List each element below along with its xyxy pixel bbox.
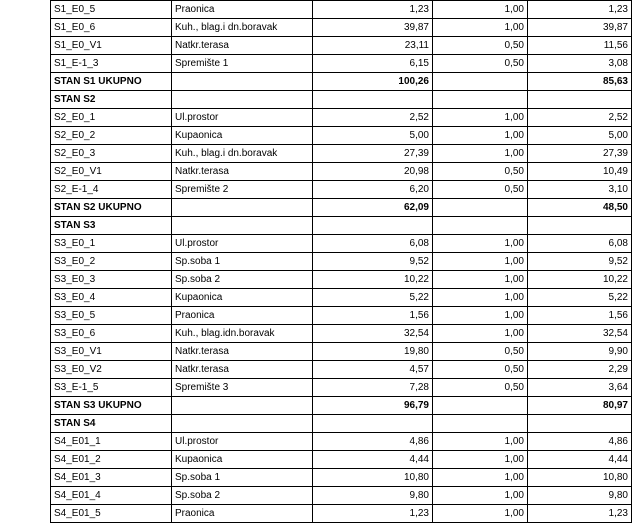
area-cell: 32,54 xyxy=(313,325,433,343)
coefficient-cell: 1,00 xyxy=(433,505,528,523)
room-code-cell: STAN S3 UKUPNO xyxy=(51,397,172,415)
area-cell xyxy=(313,415,433,433)
room-name-cell xyxy=(172,91,313,109)
room-code-cell: S2_E0_V1 xyxy=(51,163,172,181)
coefficient-cell xyxy=(433,199,528,217)
room-name-cell: Sp.soba 2 xyxy=(172,487,313,505)
room-code-cell: S3_E0_4 xyxy=(51,289,172,307)
room-code-cell: S4_E01_2 xyxy=(51,451,172,469)
coefficient-cell: 1,00 xyxy=(433,145,528,163)
area-cell: 1,56 xyxy=(313,307,433,325)
room-name-cell: Ul.prostor xyxy=(172,235,313,253)
room-code-cell: S4_E01_3 xyxy=(51,469,172,487)
weighted-area-cell: 85,63 xyxy=(528,73,632,91)
table-row xyxy=(51,361,632,379)
table-row xyxy=(51,163,632,181)
coefficient-cell: 1,00 xyxy=(433,325,528,343)
table-row xyxy=(51,127,632,145)
room-code-cell: STAN S1 UKUPNO xyxy=(51,73,172,91)
table-row xyxy=(51,271,632,289)
section-header-row xyxy=(51,217,632,235)
table-row xyxy=(51,1,632,19)
coefficient-cell xyxy=(433,73,528,91)
table-row xyxy=(51,37,632,55)
room-name-cell xyxy=(172,199,313,217)
area-cell: 23,11 xyxy=(313,37,433,55)
area-cell: 7,28 xyxy=(313,379,433,397)
coefficient-cell: 1,00 xyxy=(433,307,528,325)
coefficient-cell: 1,00 xyxy=(433,1,528,19)
room-name-cell: Ul.prostor xyxy=(172,109,313,127)
room-name-cell: Kuh., blag.i dn.boravak xyxy=(172,145,313,163)
room-name-cell: Kuh., blag.i dn.boravak xyxy=(172,19,313,37)
room-name-cell: Sp.soba 1 xyxy=(172,469,313,487)
room-code-cell: S1_E0_V1 xyxy=(51,37,172,55)
weighted-area-cell: 1,23 xyxy=(528,505,632,523)
area-cell: 6,15 xyxy=(313,55,433,73)
coefficient-cell: 0,50 xyxy=(433,163,528,181)
room-name-cell: Kupaonica xyxy=(172,127,313,145)
room-code-cell: S3_E-1_5 xyxy=(51,379,172,397)
table-row xyxy=(51,505,632,523)
coefficient-cell: 1,00 xyxy=(433,451,528,469)
room-name-cell: Sp.soba 1 xyxy=(172,253,313,271)
weighted-area-cell xyxy=(528,91,632,109)
room-code-cell: S1_E-1_3 xyxy=(51,55,172,73)
weighted-area-cell: 2,29 xyxy=(528,361,632,379)
room-code-cell: S2_E-1_4 xyxy=(51,181,172,199)
weighted-area-cell: 1,23 xyxy=(528,1,632,19)
table-row xyxy=(51,325,632,343)
area-cell: 9,80 xyxy=(313,487,433,505)
weighted-area-cell: 10,80 xyxy=(528,469,632,487)
room-code-cell: S3_E0_1 xyxy=(51,235,172,253)
section-header-row xyxy=(51,91,632,109)
room-code-cell: S2_E0_2 xyxy=(51,127,172,145)
weighted-area-cell: 2,52 xyxy=(528,109,632,127)
room-name-cell: Praonica xyxy=(172,307,313,325)
weighted-area-cell: 11,56 xyxy=(528,37,632,55)
area-cell: 96,79 xyxy=(313,397,433,415)
area-cell xyxy=(313,217,433,235)
coefficient-cell: 1,00 xyxy=(433,127,528,145)
room-code-cell: S1_E0_6 xyxy=(51,19,172,37)
room-name-cell: Spremište 3 xyxy=(172,379,313,397)
room-code-cell: S4_E01_1 xyxy=(51,433,172,451)
table-row xyxy=(51,469,632,487)
weighted-area-cell: 5,00 xyxy=(528,127,632,145)
weighted-area-cell: 3,64 xyxy=(528,379,632,397)
area-cell: 4,86 xyxy=(313,433,433,451)
coefficient-cell: 1,00 xyxy=(433,289,528,307)
weighted-area-cell: 9,90 xyxy=(528,343,632,361)
area-cell: 2,52 xyxy=(313,109,433,127)
coefficient-cell: 1,00 xyxy=(433,271,528,289)
room-code-cell: S4_E01_4 xyxy=(51,487,172,505)
room-code-cell: S2_E0_3 xyxy=(51,145,172,163)
table-row xyxy=(51,19,632,37)
area-table xyxy=(50,0,632,523)
area-cell: 19,80 xyxy=(313,343,433,361)
room-code-cell: S3_E0_V2 xyxy=(51,361,172,379)
room-name-cell: Natkr.terasa xyxy=(172,37,313,55)
room-code-cell: S2_E0_1 xyxy=(51,109,172,127)
area-cell: 10,80 xyxy=(313,469,433,487)
room-code-cell: S1_E0_5 xyxy=(51,1,172,19)
weighted-area-cell: 9,80 xyxy=(528,487,632,505)
coefficient-cell xyxy=(433,91,528,109)
area-cell: 27,39 xyxy=(313,145,433,163)
total-row xyxy=(51,73,632,91)
coefficient-cell: 1,00 xyxy=(433,235,528,253)
weighted-area-cell: 10,22 xyxy=(528,271,632,289)
coefficient-cell: 0,50 xyxy=(433,361,528,379)
room-name-cell: Ul.prostor xyxy=(172,433,313,451)
area-cell: 5,00 xyxy=(313,127,433,145)
room-name-cell: Kupaonica xyxy=(172,451,313,469)
room-name-cell xyxy=(172,73,313,91)
area-cell: 1,23 xyxy=(313,1,433,19)
room-name-cell: Natkr.terasa xyxy=(172,361,313,379)
total-row xyxy=(51,397,632,415)
weighted-area-cell: 4,44 xyxy=(528,451,632,469)
room-code-cell: S3_E0_V1 xyxy=(51,343,172,361)
room-code-cell: STAN S4 xyxy=(51,415,172,433)
table-row xyxy=(51,55,632,73)
coefficient-cell: 0,50 xyxy=(433,55,528,73)
table-row xyxy=(51,235,632,253)
weighted-area-cell: 10,49 xyxy=(528,163,632,181)
coefficient-cell: 1,00 xyxy=(433,253,528,271)
area-cell xyxy=(313,91,433,109)
weighted-area-cell: 6,08 xyxy=(528,235,632,253)
room-code-cell: STAN S2 UKUPNO xyxy=(51,199,172,217)
weighted-area-cell: 1,56 xyxy=(528,307,632,325)
table-row xyxy=(51,289,632,307)
section-header-row xyxy=(51,415,632,433)
table-row xyxy=(51,487,632,505)
total-row xyxy=(51,199,632,217)
room-name-cell: Kuh., blag.idn.boravak xyxy=(172,325,313,343)
table-row xyxy=(51,145,632,163)
weighted-area-cell: 9,52 xyxy=(528,253,632,271)
coefficient-cell: 1,00 xyxy=(433,109,528,127)
weighted-area-cell: 32,54 xyxy=(528,325,632,343)
area-cell: 1,23 xyxy=(313,505,433,523)
room-name-cell: Natkr.terasa xyxy=(172,163,313,181)
area-cell: 6,20 xyxy=(313,181,433,199)
area-cell: 20,98 xyxy=(313,163,433,181)
table-row xyxy=(51,181,632,199)
area-cell: 10,22 xyxy=(313,271,433,289)
table-row xyxy=(51,307,632,325)
room-code-cell: S3_E0_2 xyxy=(51,253,172,271)
area-cell: 62,09 xyxy=(313,199,433,217)
table-row xyxy=(51,451,632,469)
coefficient-cell: 0,50 xyxy=(433,343,528,361)
room-name-cell: Praonica xyxy=(172,505,313,523)
weighted-area-cell: 5,22 xyxy=(528,289,632,307)
table-row xyxy=(51,253,632,271)
room-code-cell: STAN S2 xyxy=(51,91,172,109)
coefficient-cell: 1,00 xyxy=(433,433,528,451)
table-row xyxy=(51,109,632,127)
room-name-cell xyxy=(172,397,313,415)
weighted-area-cell: 4,86 xyxy=(528,433,632,451)
room-name-cell: Spremište 2 xyxy=(172,181,313,199)
weighted-area-cell: 3,10 xyxy=(528,181,632,199)
weighted-area-cell: 80,97 xyxy=(528,397,632,415)
coefficient-cell: 1,00 xyxy=(433,469,528,487)
room-name-cell: Spremište 1 xyxy=(172,55,313,73)
coefficient-cell: 1,00 xyxy=(433,19,528,37)
table-row xyxy=(51,379,632,397)
room-name-cell: Sp.soba 2 xyxy=(172,271,313,289)
room-name-cell xyxy=(172,217,313,235)
area-cell: 39,87 xyxy=(313,19,433,37)
room-code-cell: S3_E0_5 xyxy=(51,307,172,325)
area-cell: 4,44 xyxy=(313,451,433,469)
coefficient-cell xyxy=(433,217,528,235)
area-cell: 5,22 xyxy=(313,289,433,307)
weighted-area-cell: 27,39 xyxy=(528,145,632,163)
weighted-area-cell: 39,87 xyxy=(528,19,632,37)
table-row xyxy=(51,343,632,361)
area-cell: 9,52 xyxy=(313,253,433,271)
coefficient-cell: 0,50 xyxy=(433,37,528,55)
coefficient-cell: 0,50 xyxy=(433,181,528,199)
room-name-cell: Natkr.terasa xyxy=(172,343,313,361)
weighted-area-cell xyxy=(528,217,632,235)
table-row xyxy=(51,433,632,451)
coefficient-cell xyxy=(433,415,528,433)
room-code-cell: S4_E01_5 xyxy=(51,505,172,523)
coefficient-cell xyxy=(433,397,528,415)
room-name-cell: Praonica xyxy=(172,1,313,19)
room-code-cell: S3_E0_3 xyxy=(51,271,172,289)
area-cell: 6,08 xyxy=(313,235,433,253)
room-code-cell: S3_E0_6 xyxy=(51,325,172,343)
weighted-area-cell xyxy=(528,415,632,433)
area-cell: 4,57 xyxy=(313,361,433,379)
room-code-cell: STAN S3 xyxy=(51,217,172,235)
area-table-body xyxy=(51,1,632,523)
coefficient-cell: 1,00 xyxy=(433,487,528,505)
weighted-area-cell: 3,08 xyxy=(528,55,632,73)
coefficient-cell: 0,50 xyxy=(433,379,528,397)
room-name-cell xyxy=(172,415,313,433)
weighted-area-cell: 48,50 xyxy=(528,199,632,217)
room-name-cell: Kupaonica xyxy=(172,289,313,307)
area-cell: 100,26 xyxy=(313,73,433,91)
area-table-sheet xyxy=(50,0,632,523)
